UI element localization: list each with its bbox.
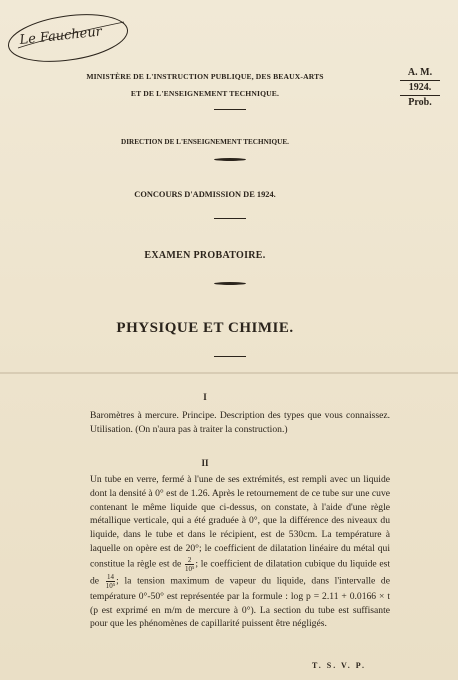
- question-2-part-b: ; le coefficient de dilatation cubique du liquide est de: [90, 558, 390, 587]
- ornament-rule: [214, 282, 246, 285]
- section-numeral: II: [201, 458, 209, 468]
- ministry-line1: MINISTÈRE DE L'INSTRUCTION PUBLIQUE, DES BEAUX-ARTS: [86, 72, 324, 81]
- handwritten-signature: [6, 8, 130, 70]
- ministry-line2: ET DE L'ENSEIGNEMENT TECHNIQUE.: [130, 89, 280, 98]
- stamp-year: 1924.: [400, 80, 440, 96]
- question-2-part-c: ; la tension maximum de vapeur du liquide, dans l'intervalle de température 0°-50° est représentée par la formule : log p = 2.11 + 0.0166 × t (p est exprimé en m/m de mercure à 0°). La section du tube est suffisante pour que les phénomènes de capillarité puissent être négligés.: [90, 575, 390, 630]
- concours-heading: CONCOURS D'ADMISSION DE 1924.: [134, 190, 276, 199]
- question-2-text: [90, 473, 390, 631]
- ornament-rule: [214, 158, 246, 161]
- separator-rule: [214, 218, 246, 219]
- fraction-numerator: 14: [106, 572, 114, 581]
- stamp-line1: A. M.: [407, 67, 433, 78]
- exam-heading: EXAMEN PROBATOIRE.: [144, 250, 266, 261]
- question-2-part-a: Un tube en verre, fermé à l'une de ses extrémités, est rempli avec un liquide dont la densité à 0° est de 1.26. Après le retournement de ce tube sur une cuve contenant le même liquide que ci-dessus, on constate, à l'aide d'une règle métallique verticale, qui a été graduée à 0°, que la différence des niveaux du liquide, dans le tube et dans le récipient, est de 530cm. La température à laquelle on opère est de 20°; le coefficient de dilatation linéaire du métal qui constitue la règle est de: [90, 474, 390, 570]
- fraction-linear-coefficient: [185, 556, 194, 573]
- reference-stamp: [400, 66, 440, 110]
- fraction-denominator: 10⁵: [184, 564, 195, 573]
- stamp-line3: Prob.: [408, 97, 432, 108]
- fraction-denominator: 10⁵: [105, 581, 116, 590]
- direction-heading: DIRECTION DE L'ENSEIGNEMENT TECHNIQUE.: [121, 138, 289, 146]
- separator-rule: [214, 109, 246, 110]
- fraction-numerator: 2: [185, 556, 194, 565]
- paper-fold: [0, 372, 458, 374]
- turn-page-note: T. S. V. P.: [312, 661, 366, 670]
- fraction-cubic-coefficient: [106, 573, 115, 590]
- separator-rule: [214, 356, 246, 357]
- question-1-text: Baromètres à mercure. Principe. Description des types que vous connaissez. Utilisation. (On n'aura pas à traiter la construction.): [90, 410, 390, 435]
- section-numeral: I: [203, 392, 207, 402]
- subject-title: PHYSIQUE ET CHIMIE.: [116, 320, 294, 336]
- svg-text:Le Faucheur: Le Faucheur: [18, 24, 103, 48]
- ministry-header: [55, 68, 355, 102]
